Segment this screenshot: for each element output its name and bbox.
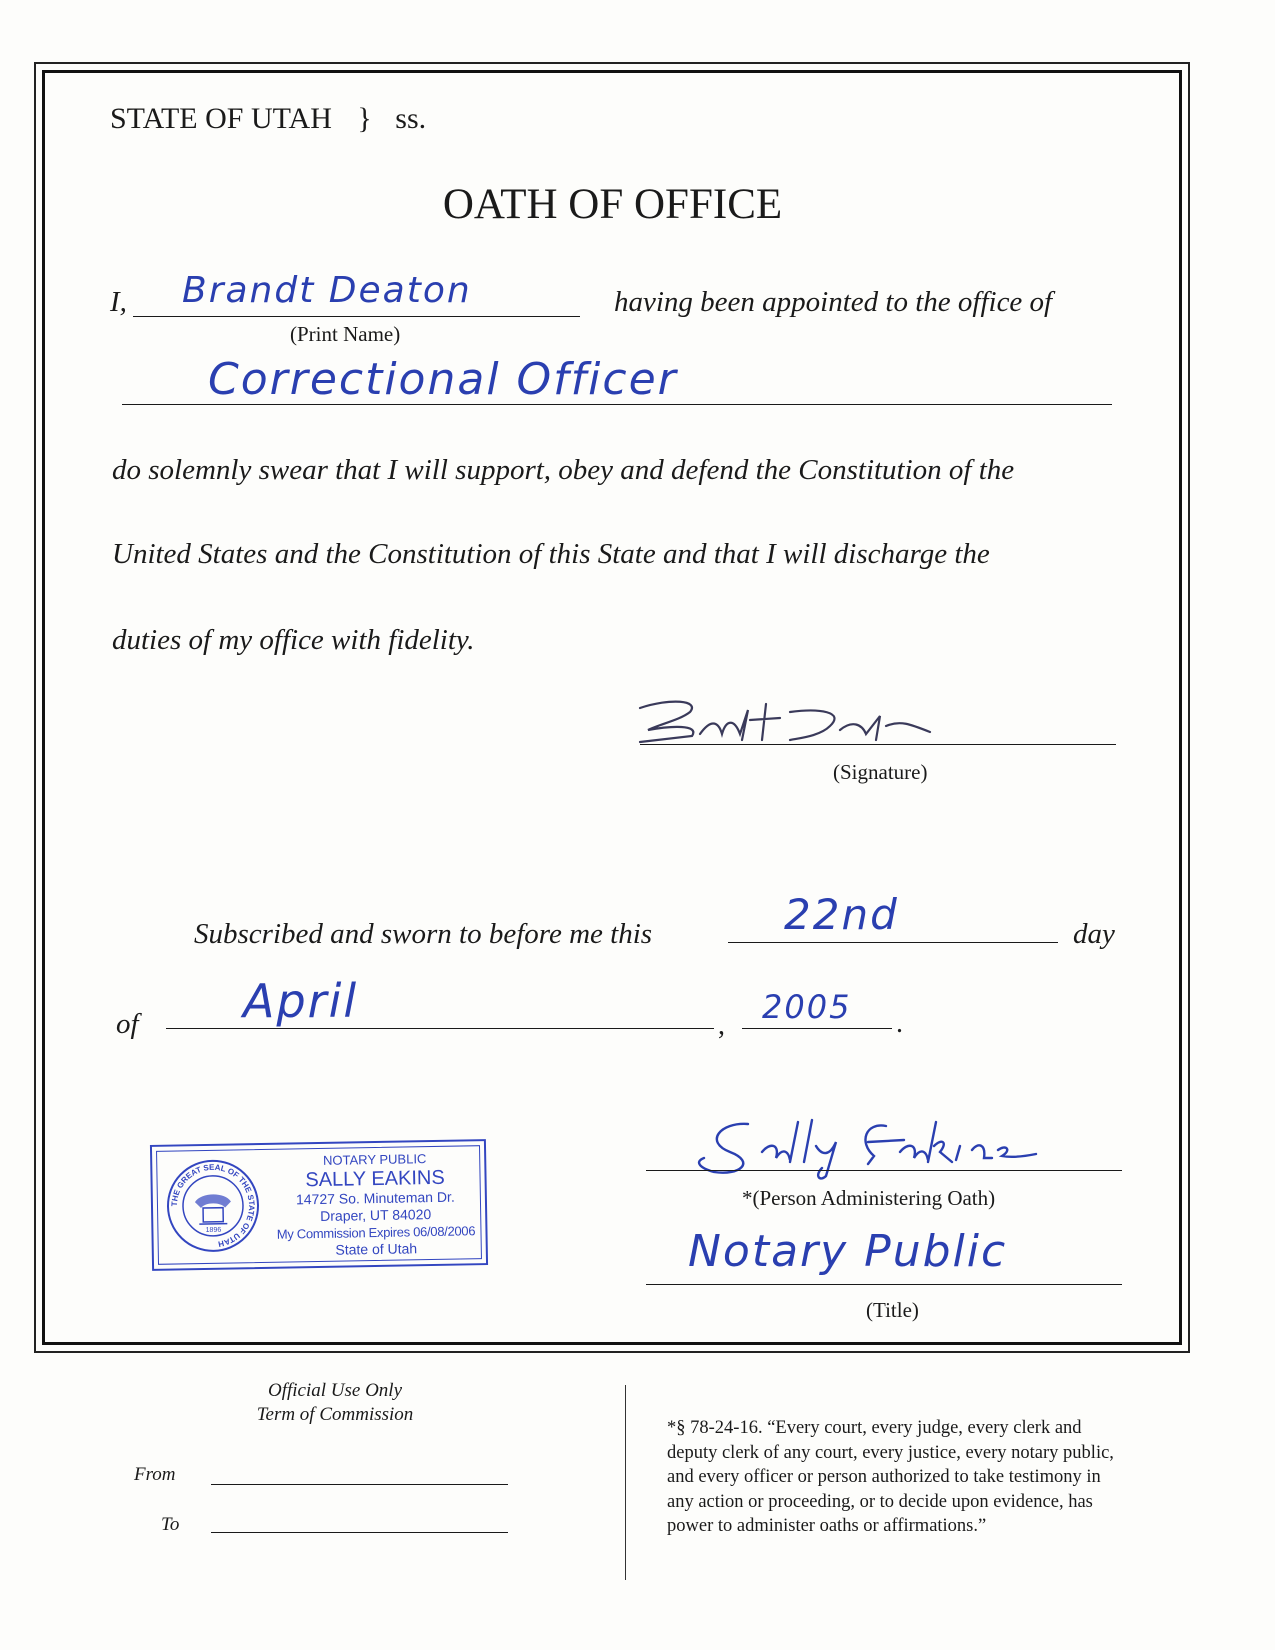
oath-line-2: United States and the Constitution of this State and that I will discharge the [112,538,990,570]
name-caption: (Print Name) [290,322,401,346]
footer-divider [625,1385,626,1580]
official-use-label: Official Use Only [267,1380,403,1401]
year-line [742,1028,892,1029]
to-label: To [161,1514,180,1535]
name-line [133,316,580,317]
year-value: 2005 [762,988,852,1026]
statute-line-2: deputy clerk of any court, every justice, every notary public, [667,1442,1114,1463]
brace: } [357,102,372,135]
office-value: Correctional Officer [208,354,678,405]
seal-text: THE GREAT SEAL OF THE STATE OF UTAH [169,1162,257,1249]
day-value: 22nd [784,890,899,939]
stamp-line-2: SALLY EAKINS [305,1166,445,1192]
state-heading [110,102,426,136]
statute-line-5: power to administer oaths or affirmations.” [667,1516,987,1536]
stamp-line-1: NOTARY PUBLIC [322,1151,427,1168]
statute-line-3: and every officer or person authorized to take testimony in [667,1467,1101,1487]
administrator-signature [690,1112,1110,1182]
title-value: Notary Public [688,1226,1008,1277]
oath-line-3: duties of my office with fidelity. [112,624,475,656]
appointed-text: having been appointed to the office of [614,286,1053,318]
statute-line-4: any action or proceeding, or to decide upon evidence, has [667,1491,1093,1512]
seal-year: 1896 [205,1226,222,1234]
stamp-text [272,1149,479,1260]
stamp-line-6: State of Utah [335,1240,418,1258]
administrator-line [646,1170,1122,1171]
term-label: Term of Commission [256,1404,414,1425]
month-line [166,1028,714,1029]
title-line [646,1284,1122,1285]
oath-line-1: do solemnly swear that I will support, obey and defend the Constitution of the [112,454,1015,486]
from-label: From [134,1464,176,1485]
administrator-caption: *(Person Administering Oath) [742,1186,996,1210]
of-label: of [116,1008,139,1040]
stamp-line-3: 14727 So. Minuteman Dr. [295,1188,455,1208]
state-seal-icon [164,1157,262,1255]
date-period: . [896,1008,903,1039]
state-label: STATE OF UTAH [110,102,332,135]
page-title: OATH OF OFFICE [442,181,783,228]
day-suffix: day [1073,918,1115,950]
statute-text [667,1416,1207,1539]
statute-line-1: *§ 78-24-16. “Every court, every judge, every clerk and [667,1418,1082,1438]
stamp-line-5: My Commission Expires 06/08/2006 [276,1223,476,1242]
to-line [211,1532,508,1533]
signature-line [640,744,1116,745]
ss-label: ss. [395,102,427,135]
notary-stamp [150,1139,488,1271]
from-line [211,1484,508,1485]
oath-prefix: I, [110,286,127,318]
day-line [728,942,1058,943]
month-value: April [243,974,359,1028]
sworn-text: Subscribed and sworn to before me this [194,918,653,950]
title-caption: (Title) [866,1298,919,1322]
stamp-line-4: Draper, UT 84020 [320,1206,432,1224]
oath-signature [630,690,960,750]
date-comma: , [718,1010,725,1041]
signature-caption: (Signature) [833,760,928,784]
name-value: Brandt Deaton [182,270,472,311]
